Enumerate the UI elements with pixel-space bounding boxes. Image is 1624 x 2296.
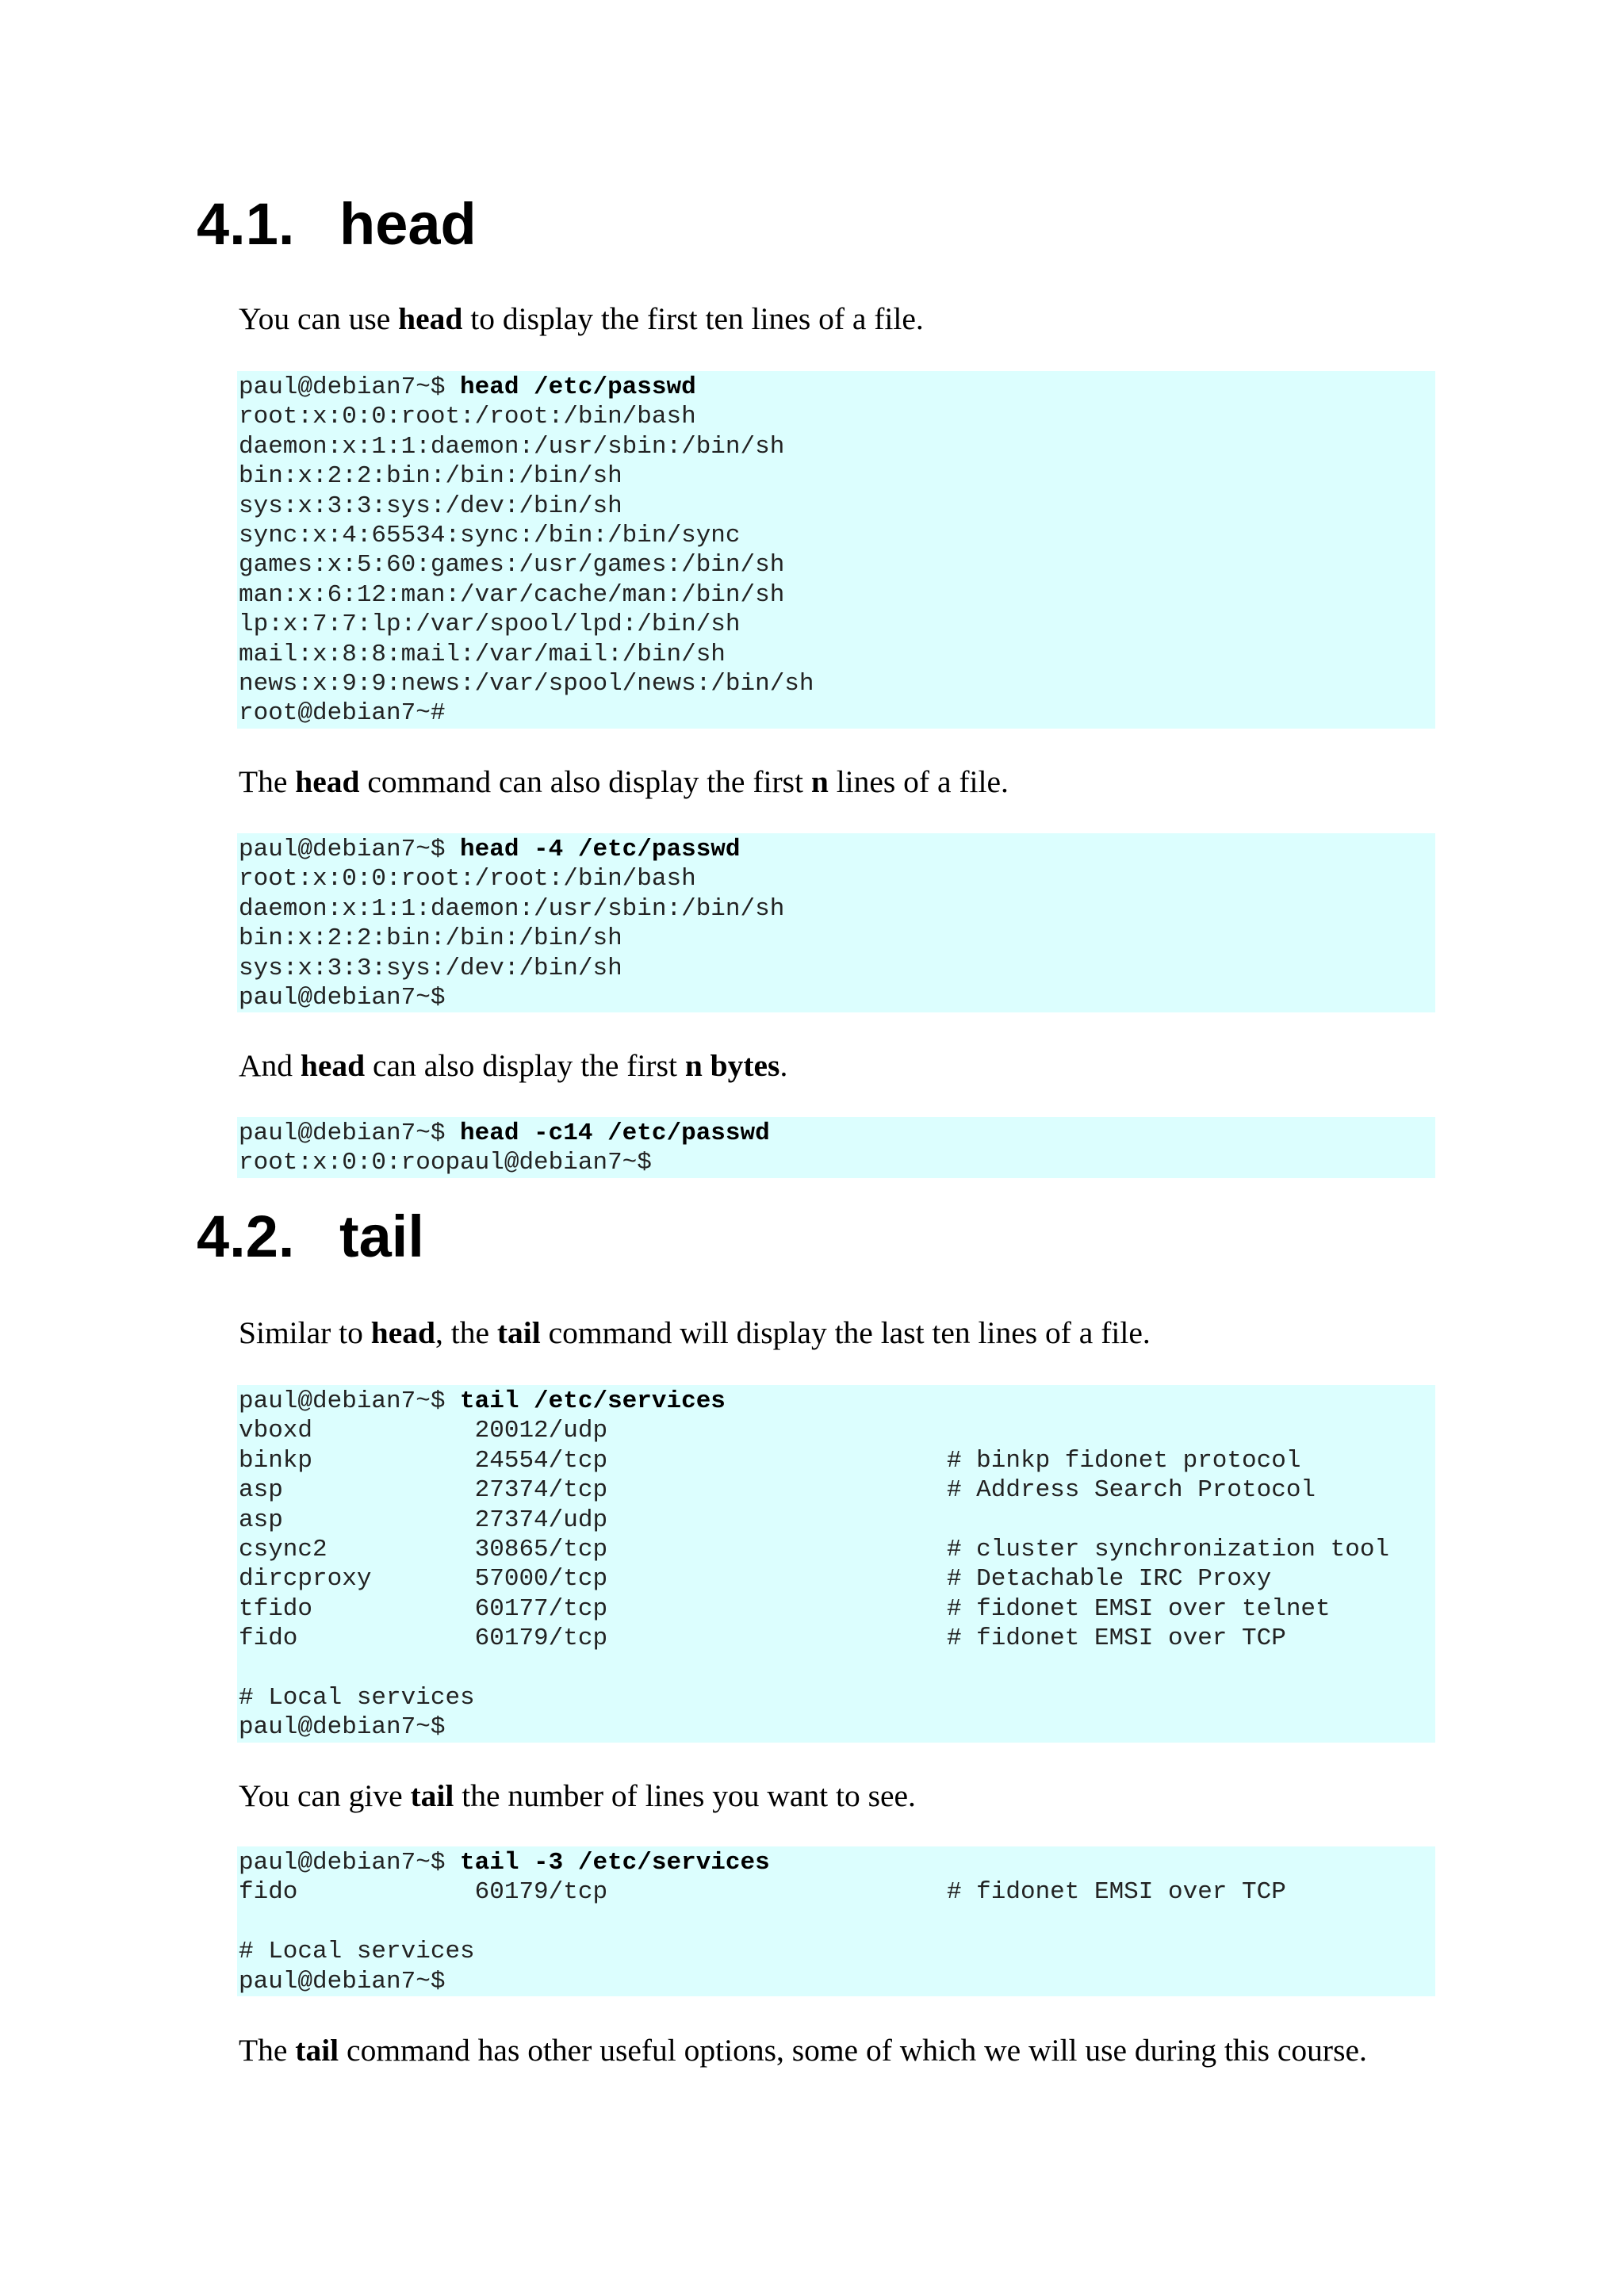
output-line: daemon:x:1:1:daemon:/usr/sbin:/bin/sh: [239, 894, 785, 923]
output-line: [239, 1908, 1435, 1937]
output-line: binkp 24554/tcp # binkp fidonet protocol: [239, 1446, 1301, 1475]
command-line: [239, 1119, 1435, 1148]
paragraph-tail-intro: Similar to head, the tail command will display the last ten lines of a file.: [239, 1315, 1151, 1350]
code-block-head-passwd: [237, 371, 1435, 729]
section-number: 4.1.: [197, 191, 295, 257]
output-line: # Local services: [239, 1683, 475, 1712]
output-line: root@debian7~#: [239, 699, 446, 728]
command-line: [239, 1387, 1435, 1416]
output-line: dircproxy 57000/tcp # Detachable IRC Proxy: [239, 1565, 1272, 1594]
output-line: paul@debian7~$: [239, 1967, 446, 1996]
command: head /etc/passwd: [460, 373, 696, 401]
output-line: games:x:5:60:games:/usr/games:/bin/sh: [239, 551, 785, 580]
code-block-tail-services: [237, 1385, 1435, 1743]
section-heading-tail: [197, 1201, 424, 1272]
output-line: fido 60179/tcp # fidonet EMSI over TCP: [239, 1624, 1286, 1653]
output-line: mail:x:8:8:mail:/var/mail:/bin/sh: [239, 640, 726, 668]
output-line: root:x:0:0:root:/root:/bin/bash: [239, 865, 696, 894]
section-heading-head: [197, 189, 477, 260]
output-line: root:x:0:0:root:/root:/bin/bash: [239, 403, 696, 431]
output-line: sync:x:4:65534:sync:/bin:/bin/sync: [239, 521, 741, 549]
output-line: sys:x:3:3:sys:/dev:/bin/sh: [239, 954, 622, 982]
output-line: tfido 60177/tcp # fidonet EMSI over telnet: [239, 1594, 1331, 1623]
output-line: man:x:6:12:man:/var/cache/man:/bin/sh: [239, 580, 785, 609]
output-line: daemon:x:1:1:daemon:/usr/sbin:/bin/sh: [239, 432, 785, 461]
command: head -c14 /etc/passwd: [460, 1119, 770, 1147]
output-line: csync2 30865/tcp # cluster synchronization tool: [239, 1535, 1390, 1563]
prompt: paul@debian7~$: [239, 1387, 461, 1415]
section-number: 4.2.: [197, 1203, 295, 1269]
output-line: # Local services: [239, 1938, 475, 1966]
prompt: paul@debian7~$: [239, 373, 461, 401]
command: head -4 /etc/passwd: [460, 836, 741, 863]
output-line: asp 27374/udp: [239, 1506, 608, 1534]
output-line: lp:x:7:7:lp:/var/spool/lpd:/bin/sh: [239, 610, 741, 639]
command: tail -3 /etc/services: [460, 1849, 770, 1877]
section-title: tail: [339, 1203, 424, 1269]
output-line: [239, 1654, 1435, 1683]
output-line: news:x:9:9:news:/var/spool/news:/bin/sh: [239, 669, 814, 698]
code-block-tail-3: [237, 1846, 1435, 1996]
output-line: paul@debian7~$: [239, 1713, 446, 1742]
output-line: root:x:0:0:roopaul@debian7~$: [239, 1149, 652, 1177]
paragraph-head-n-lines: The head command can also display the first n lines of a file.: [239, 764, 1009, 799]
paragraph-tail-lines: You can give tail the number of lines you want to see.: [239, 1778, 916, 1813]
command-line: [239, 835, 1435, 864]
prompt: paul@debian7~$: [239, 1849, 461, 1877]
command: tail /etc/services: [460, 1387, 726, 1415]
output-line: fido 60179/tcp # fidonet EMSI over TCP: [239, 1878, 1286, 1907]
output-line: paul@debian7~$: [239, 983, 446, 1012]
prompt: paul@debian7~$: [239, 836, 461, 863]
paragraph-head-intro: You can use head to display the first ten lines of a file.: [239, 301, 924, 336]
output-line: bin:x:2:2:bin:/bin:/bin/sh: [239, 924, 622, 953]
paragraph-head-bytes: And head can also display the first n bytes.: [239, 1048, 788, 1083]
code-block-head-4: [237, 833, 1435, 1012]
output-line: bin:x:2:2:bin:/bin:/bin/sh: [239, 462, 622, 491]
output-line: sys:x:3:3:sys:/dev:/bin/sh: [239, 492, 622, 520]
output-line: asp 27374/tcp # Address Search Protocol: [239, 1476, 1316, 1505]
section-title: head: [339, 191, 477, 257]
output-line: vboxd 20012/udp: [239, 1417, 608, 1445]
prompt: paul@debian7~$: [239, 1119, 461, 1147]
command-line: [239, 373, 1435, 402]
paragraph-tail-options: The tail command has other useful options, some of which we will use during this course.: [239, 2033, 1367, 2068]
code-block-head-c14: [237, 1117, 1435, 1178]
command-line: [239, 1848, 1435, 1877]
